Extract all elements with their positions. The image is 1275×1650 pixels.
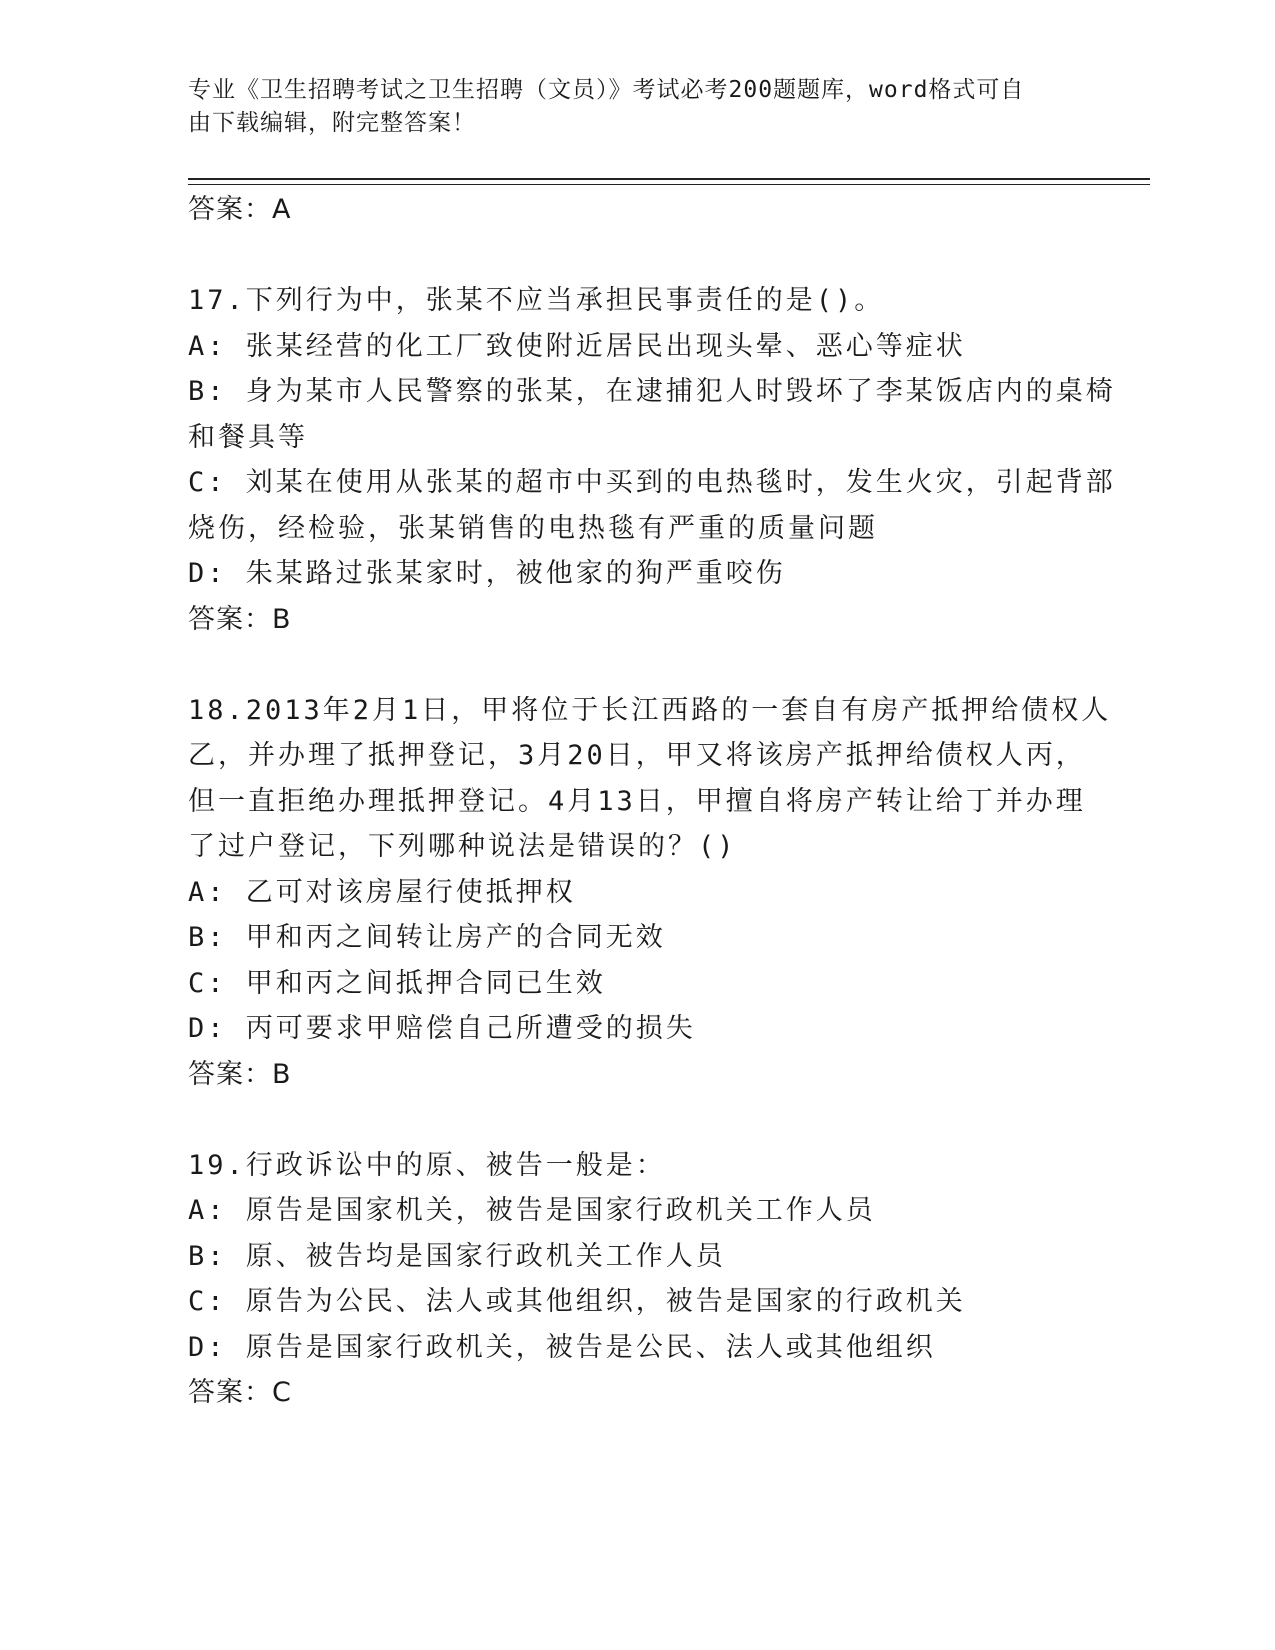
- header-divider-thin: [188, 184, 1150, 185]
- option-b: B: 原、被告均是国家行政机关工作人员: [188, 1240, 726, 1272]
- question-19: [188, 1143, 1088, 1416]
- question-stem: 18.2013年2月1日，甲将位于长江西路的一套自有房产抵押给债权人: [188, 694, 1112, 726]
- previous-answer: 答案：A: [188, 194, 292, 225]
- answer: 答案：C: [188, 1377, 292, 1408]
- option-b: B: 甲和丙之间转让房产的合同无效: [188, 922, 666, 953]
- spacer: [188, 1097, 1088, 1143]
- header-line-2: 由下载编辑，附完整答案！: [188, 110, 476, 136]
- document-header: [188, 74, 1088, 140]
- header-divider-thick: [188, 178, 1150, 180]
- question-stem-cont: 乙，并办理了抵押登记，3月20日，甲又将该房产抵押给债权人丙，: [188, 740, 1086, 771]
- option-a: A: 乙可对该房屋行使抵押权: [188, 876, 576, 908]
- option-c: C: 甲和丙之间抵押合同已生效: [188, 967, 606, 999]
- spacer: [188, 233, 1088, 279]
- option-d: D: 原告是国家行政机关，被告是公民、法人或其他组织: [188, 1331, 936, 1363]
- spacer: [188, 642, 1088, 688]
- option-a: A: 原告是国家机关，被告是国家行政机关工作人员: [188, 1195, 876, 1226]
- question-stem-cont: 了过户登记，下列哪种说法是错误的？(): [188, 831, 737, 862]
- question-list: [188, 187, 1116, 1416]
- answer: 答案：B: [188, 1058, 292, 1090]
- option-a: A: 张某经营的化工厂致使附近居民出现头晕、恶心等症状: [188, 330, 966, 362]
- answer: 答案：B: [188, 603, 292, 635]
- question-stem: 17.下列行为中，张某不应当承担民事责任的是()。: [188, 285, 885, 316]
- option-b: B: 身为某市人民警察的张某，在逮捕犯人时毁坏了李某饭店内的桌椅: [188, 376, 1116, 407]
- option-d: D: 朱某路过张某家时，被他家的狗严重咬伤: [188, 558, 786, 589]
- option-d: D: 丙可要求甲赔偿自己所遭受的损失: [188, 1013, 696, 1044]
- question-17: [188, 278, 1116, 642]
- question-stem-cont: 但一直拒绝办理抵押登记。4月13日，甲擅自将房产转让给丁并办理: [188, 785, 1086, 817]
- option-c: C: 刘某在使用从张某的超市中买到的电热毯时，发生火灾，引起背部: [188, 467, 1116, 498]
- option-c-cont: 烧伤，经检验，张某销售的电热毯有严重的质量问题: [188, 512, 878, 544]
- question-stem: 19.行政诉讼中的原、被告一般是：: [188, 1149, 666, 1181]
- header-line-1: 专业《卫生招聘考试之卫生招聘（文员）》考试必考200题题库，word格式可自: [188, 77, 1025, 103]
- option-b-cont: 和餐具等: [188, 421, 308, 453]
- question-18: [188, 688, 1112, 1098]
- option-c: C: 原告为公民、法人或其他组织，被告是国家的行政机关: [188, 1286, 966, 1317]
